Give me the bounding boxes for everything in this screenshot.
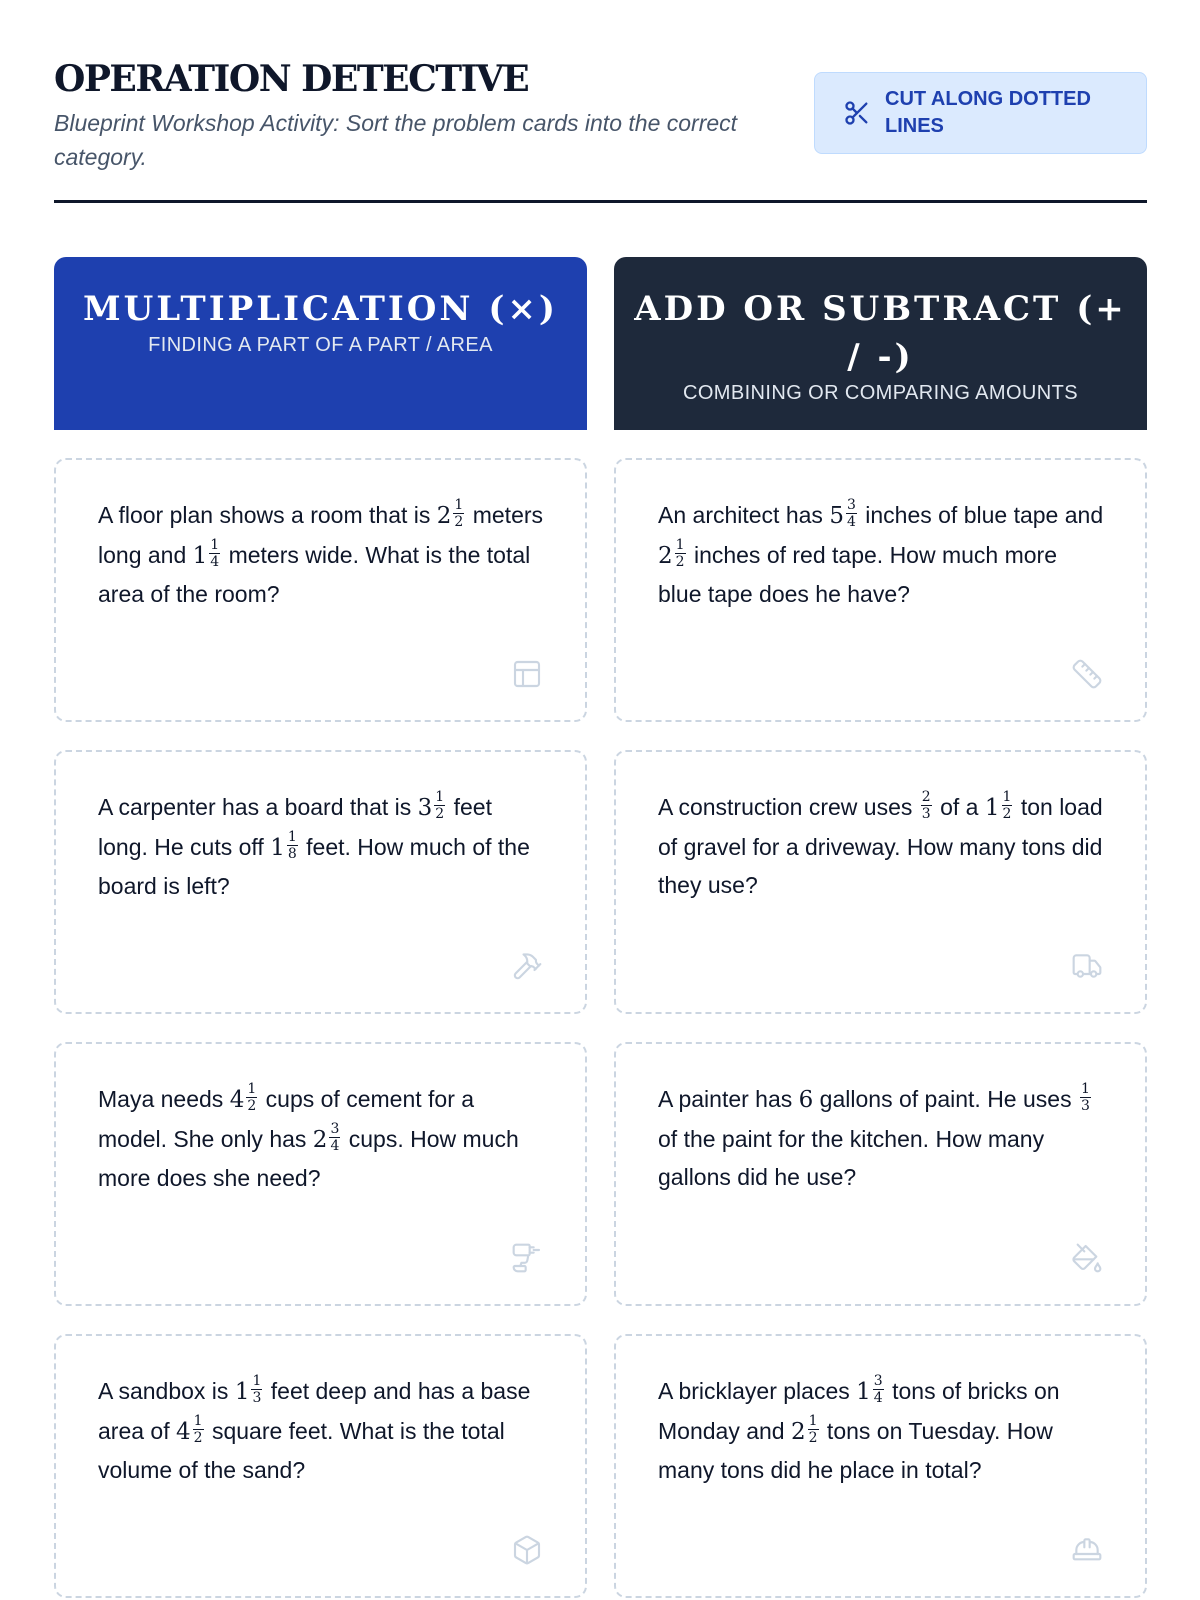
mixed-number [436, 497, 467, 531]
text-segment: A floor plan shows a room that is [98, 502, 437, 528]
whole-part: 1 [856, 1379, 871, 1405]
numerator: 1 [210, 536, 220, 553]
mixed-number [1078, 1081, 1093, 1115]
text-segment: A painter has [658, 1086, 799, 1112]
denominator: 4 [873, 1390, 883, 1407]
problem-text [658, 1080, 1105, 1197]
fraction [251, 1374, 262, 1405]
whole-part: 2 [790, 1418, 806, 1445]
problem-text [98, 496, 545, 614]
problem-card[interactable] [54, 1042, 587, 1306]
problem-text [98, 1080, 545, 1198]
denominator: 2 [454, 514, 464, 531]
truck-icon [1071, 950, 1103, 982]
text-segment: cups. How much more does she need? [98, 1125, 519, 1191]
whole-part: 2 [312, 1126, 328, 1153]
multiplication-column-header [54, 257, 587, 430]
mixed-number [984, 789, 1015, 823]
fraction [287, 830, 298, 861]
denominator: 4 [846, 514, 856, 531]
fraction [675, 538, 686, 569]
problem-text [98, 788, 545, 906]
mixed-number [192, 536, 223, 570]
denominator: 8 [287, 845, 297, 862]
mixed-number [229, 1081, 260, 1115]
text-segment: A construction crew uses [658, 794, 919, 820]
problem-card[interactable] [54, 458, 587, 722]
text-segment: of the paint for the kitchen. How many gallons did he use? [658, 1125, 1045, 1190]
fraction [434, 790, 445, 821]
text-segment: inches of red tape. How much more blue tape does he have? [658, 541, 1058, 607]
problem-card[interactable] [54, 1334, 587, 1598]
fraction [453, 498, 464, 529]
problem-card[interactable] [614, 1334, 1147, 1598]
whole-part: 2 [658, 542, 673, 569]
whole-part: 1 [234, 1379, 250, 1405]
cut-instruction-badge [814, 72, 1147, 154]
numerator: 1 [247, 1081, 257, 1098]
hammer-icon [511, 950, 543, 982]
text-segment: meters wide. What is the total area of the room? [98, 541, 531, 607]
text-segment: feet long. He cuts off [98, 794, 492, 860]
whole-part: 4 [229, 1087, 245, 1113]
column-title: MULTIPLICATION (×) [83, 289, 558, 329]
text-segment: Maya needs [98, 1086, 230, 1112]
worksheet-header [54, 0, 1147, 204]
text-segment: feet. How much of the board is left? [98, 833, 530, 899]
cube-icon [511, 1534, 543, 1566]
cut-instruction-label: CUT ALONG DOTTED LINES [885, 88, 1091, 137]
text-segment: meters long and [98, 502, 544, 568]
text-segment: A carpenter has a board that is [98, 794, 418, 820]
problem-text [658, 1372, 1105, 1490]
blueprint-layout-icon [511, 658, 543, 690]
mixed-number [234, 1373, 265, 1407]
fraction [808, 1414, 819, 1445]
page-subtitle: Blueprint Workshop Activity: Sort the problem cards into the correct category. [54, 110, 738, 170]
numerator: 2 [921, 789, 931, 806]
add-subtract-column-header [614, 257, 1147, 430]
numerator: 1 [435, 789, 445, 806]
numerator: 1 [675, 536, 685, 553]
number: 6 [798, 1087, 814, 1113]
text-segment: A sandbox is [98, 1378, 235, 1404]
problem-card[interactable] [54, 750, 587, 1014]
text-segment: ton load of gravel for a driveway. How many tons did they use? [658, 794, 1103, 898]
whole-part: 1 [270, 834, 285, 861]
problem-text [658, 788, 1105, 905]
drill-icon [511, 1242, 543, 1274]
mixed-number [829, 497, 859, 531]
denominator: 3 [252, 1390, 262, 1407]
numerator: 1 [808, 1412, 818, 1429]
text-segment: An architect has [658, 502, 830, 528]
numerator: 1 [193, 1412, 203, 1429]
numerator: 1 [252, 1373, 262, 1390]
fraction [209, 538, 220, 569]
problem-card[interactable] [614, 1042, 1147, 1306]
numerator: 3 [873, 1373, 883, 1390]
text-segment: gallons of paint. He uses [813, 1086, 1078, 1112]
problem-text [658, 496, 1105, 614]
numerator: 3 [330, 1120, 340, 1137]
whole-part: 3 [417, 795, 433, 821]
fraction [246, 1082, 257, 1113]
denominator: 3 [1080, 1098, 1090, 1115]
whole-part: 1 [984, 795, 1000, 821]
numerator: 1 [287, 828, 297, 845]
denominator: 2 [193, 1429, 203, 1446]
numerator: 1 [1080, 1081, 1090, 1098]
header-divider [54, 200, 1147, 203]
mixed-number [856, 1373, 886, 1407]
text-segment: inches of blue tape and [858, 502, 1104, 528]
text-segment: tons of bricks on Monday and [658, 1378, 1060, 1444]
text-segment: of a [933, 794, 985, 820]
fraction [873, 1374, 884, 1405]
text-segment: tons on Tuesday. How many tons did he place in total? [658, 1417, 1053, 1483]
numerator: 3 [846, 497, 856, 514]
sorting-grid [54, 257, 1147, 1598]
fraction [193, 1414, 204, 1445]
denominator: 2 [247, 1098, 257, 1115]
text-segment: feet deep and has a base area of [98, 1378, 531, 1444]
fraction [921, 790, 932, 821]
column-title: ADD OR SUBTRACT (+ / -) [634, 289, 1127, 377]
denominator: 2 [435, 806, 445, 823]
numerator: 1 [1002, 789, 1012, 806]
fraction [1080, 1082, 1091, 1113]
whole-part: 2 [436, 503, 452, 529]
paint-bucket-icon [1071, 1242, 1103, 1274]
mixed-number [270, 828, 300, 862]
denominator: 2 [808, 1429, 818, 1446]
numerator: 1 [454, 497, 464, 514]
mixed-number [790, 1412, 821, 1446]
page-title: OPERATION DETECTIVE [54, 58, 529, 100]
denominator: 2 [675, 553, 685, 570]
fraction [329, 1122, 340, 1153]
mixed-number [176, 1412, 206, 1446]
worksheet-page [54, 0, 1147, 1483]
mixed-number [417, 789, 448, 823]
text-segment: A bricklayer places [658, 1378, 857, 1404]
mixed-number [312, 1120, 343, 1154]
text-segment: square feet. What is the total volume of the sand? [98, 1417, 505, 1483]
ruler-icon [1071, 658, 1103, 690]
denominator: 4 [330, 1137, 340, 1154]
scissors-icon [843, 99, 871, 127]
denominator: 3 [921, 806, 931, 823]
whole-part: 5 [829, 503, 844, 529]
whole-part: 4 [176, 1418, 191, 1445]
problem-card[interactable] [614, 750, 1147, 1014]
fraction [1002, 790, 1013, 821]
mixed-number [919, 789, 934, 823]
hard-hat-icon [1071, 1534, 1103, 1566]
mixed-number [658, 536, 688, 570]
fraction [846, 498, 857, 529]
denominator: 4 [210, 553, 220, 570]
problem-text [98, 1372, 545, 1490]
column-subtitle: COMBINING OR COMPARING AMOUNTS [683, 382, 1078, 404]
column-subtitle: FINDING A PART OF A PART / AREA [148, 334, 493, 356]
text-segment: cups of cement for a model. She only has [98, 1086, 475, 1152]
denominator: 2 [1002, 806, 1012, 823]
problem-card[interactable] [614, 458, 1147, 722]
whole-part: 1 [192, 542, 208, 569]
